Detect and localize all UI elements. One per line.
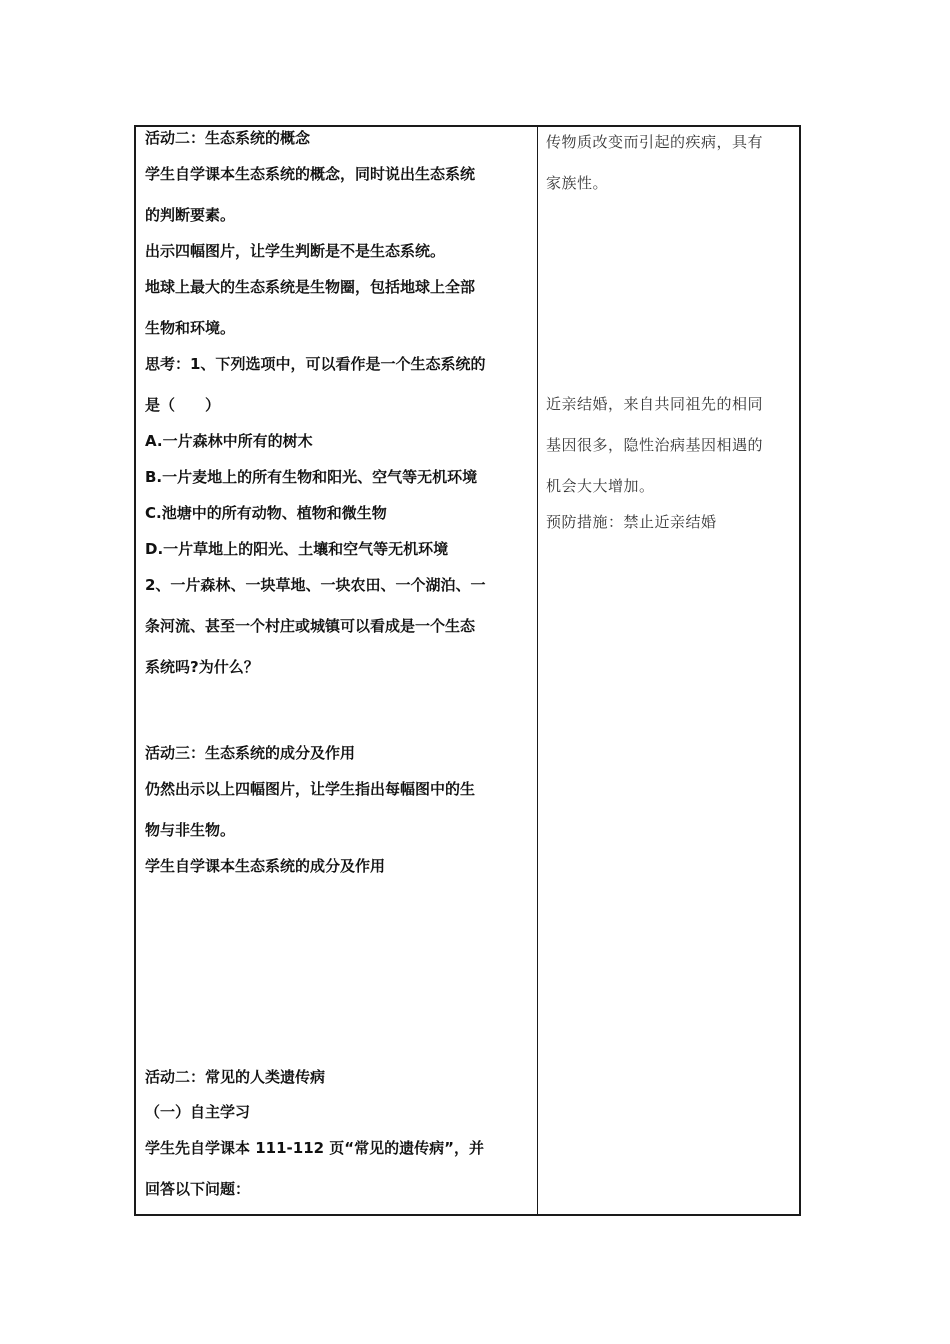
text-line: 回答以下问题： [145,1180,251,1198]
note-line: 近亲结婚，来自共同祖先的相同 [546,395,764,413]
activity-3-title: 活动三：生态系统的成分及作用 [145,744,356,762]
text-line: 物与非生物。 [145,821,236,839]
activity-2-title: 活动二：生态系统的概念 [145,129,311,147]
text-line: 学生自学课本生态系统的概念，同时说出生态系统 [145,165,476,183]
question-2-cont: 系统吗?为什么？ [145,658,259,676]
text-line: 的判断要素。 [145,206,236,224]
text-line: 学生先自学课本 111-112 页“常见的遗传病”，并 [145,1139,485,1157]
text-line: 地球上最大的生态系统是生物圈，包括地球上全部 [145,278,476,296]
note-line: 传物质改变而引起的疾病，具有 [546,133,764,151]
option-b: B.一片麦地上的所有生物和阳光、空气等无机环境 [145,468,478,486]
text-line: 学生自学课本生态系统的成分及作用 [145,857,386,875]
note-line: 家族性。 [546,174,609,192]
text-line: 出示四幅图片，让学生判断是不是生态系统。 [145,242,446,260]
question-2-cont: 条河流、甚至一个村庄或城镇可以看成是一个生态 [145,617,476,635]
option-a: A.一片森林中所有的树木 [145,432,313,450]
text-line: 仍然出示以上四幅图片，让学生指出每幅图中的生 [145,780,476,798]
note-line: 机会大大增加。 [546,477,655,495]
text-line: 生物和环境。 [145,319,236,337]
column-divider [537,125,538,1216]
activity-2b-title: 活动二：常见的人类遗传病 [145,1068,326,1086]
note-line: 基因很多，隐性治病基因相遇的 [546,436,764,454]
question-1: 思考：1、下列选项中，可以看作是一个生态系统的 [145,355,486,373]
prevention-note: 预防措施：禁止近亲结婚 [546,513,717,531]
self-study-heading: （一）自主学习 [145,1103,251,1121]
question-1-cont: 是（ ） [145,396,221,414]
option-c: C.池塘中的所有动物、植物和微生物 [145,504,387,522]
question-2: 2、一片森林、一块草地、一块农田、一个湖泊、一 [145,576,486,594]
option-d: D.一片草地上的阳光、土壤和空气等无机环境 [145,540,449,558]
